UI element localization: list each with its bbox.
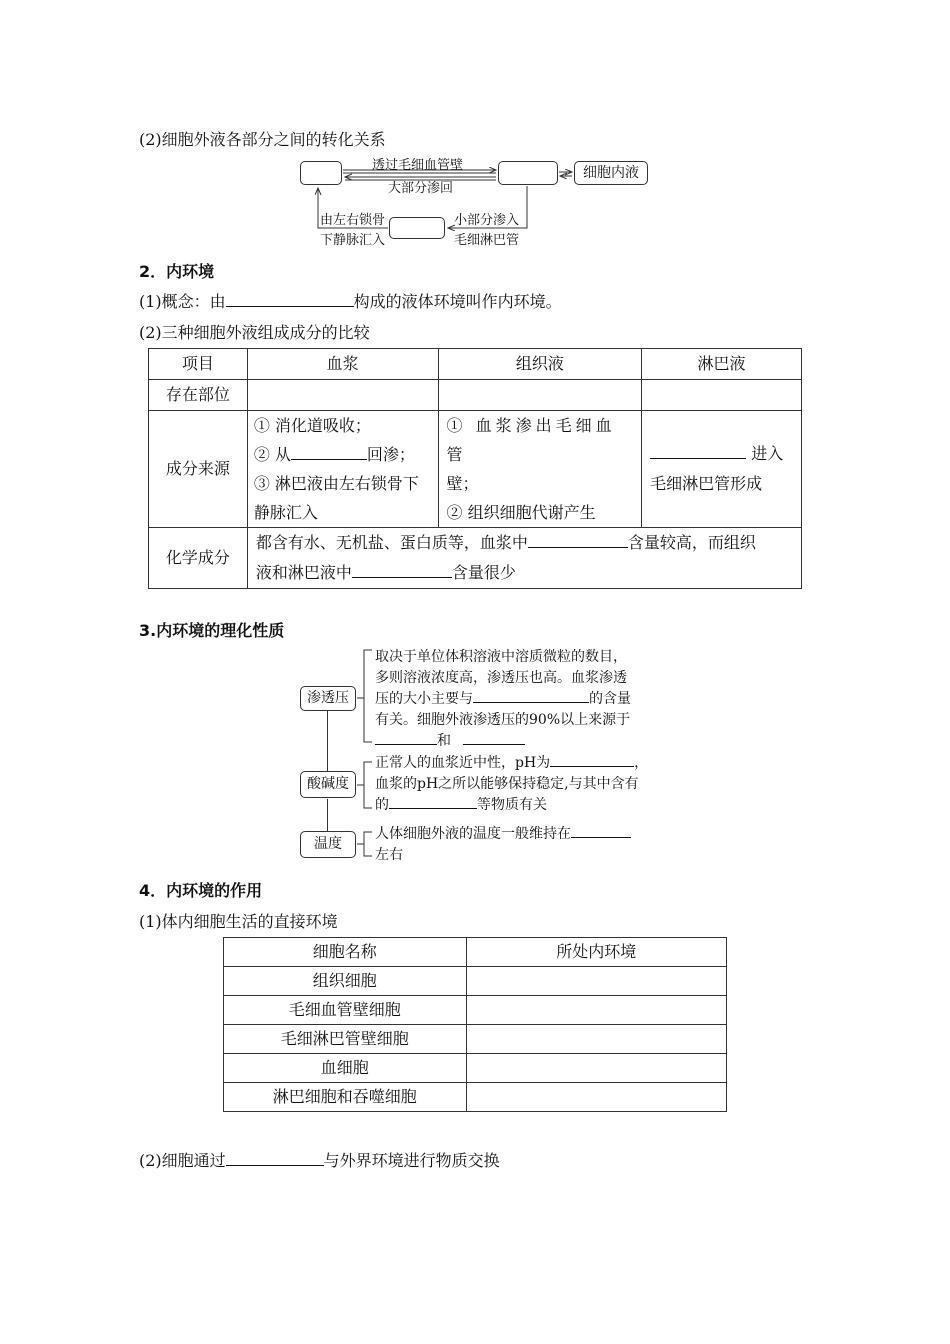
osmotic-text xyxy=(375,647,631,752)
plasma-source-2b: 回渗； xyxy=(366,445,415,464)
box-intracellular: 细胞内液 xyxy=(574,161,648,185)
ph-line-3 xyxy=(375,795,648,816)
exchange-blank xyxy=(226,1150,324,1166)
exchange-prefix: (2)细胞通过 xyxy=(139,1151,226,1170)
row-source-label: 成分来源 xyxy=(149,411,248,528)
cell-blank xyxy=(466,1025,726,1054)
osmotic-label: 渗透压 xyxy=(300,686,356,711)
concept-prefix: (1)概念：由 xyxy=(139,292,226,311)
table-row xyxy=(224,938,727,967)
temp-line-1 xyxy=(375,824,631,845)
cell-environment-table xyxy=(223,937,727,1112)
chem-2a: 液和淋巴液中 xyxy=(255,563,352,582)
section-2-title: 2．内环境 xyxy=(139,262,215,281)
row-chem-label: 化学成分 xyxy=(149,528,248,589)
cell-blank xyxy=(466,996,726,1025)
chem-2b: 含量很少 xyxy=(451,563,516,582)
exchange-suffix: 与外界环境进行物质交换 xyxy=(323,1151,500,1170)
table-row xyxy=(224,996,727,1025)
header-item: 项目 xyxy=(149,349,248,380)
header-lymph: 淋巴液 xyxy=(642,349,802,380)
plasma-source-3: ③ 淋巴液由左右锁骨下 xyxy=(253,474,419,493)
subheading-direct-env: (1)体内细胞生活的直接环境 xyxy=(139,912,338,931)
ph-3a: 的 xyxy=(375,797,389,813)
temperature-text xyxy=(375,824,631,866)
osmotic-blank-3 xyxy=(463,731,525,745)
header-plasma: 血浆 xyxy=(247,349,438,380)
osmotic-blank-2 xyxy=(375,731,437,745)
plasma-source-1: ① 消化道吸收； xyxy=(253,416,371,435)
cell-name: 毛细血管壁细胞 xyxy=(224,996,467,1025)
cell-blank xyxy=(466,1083,726,1112)
row-location-label: 存在部位 xyxy=(149,380,248,411)
label-capillary-wall: 透过毛细血管壁 xyxy=(372,158,464,173)
ph-line-1 xyxy=(375,753,648,774)
ph-label: 酸碱度 xyxy=(300,771,356,798)
lymph-source-1-text: 进入 xyxy=(751,444,784,463)
cell-name: 血细胞 xyxy=(224,1054,467,1083)
temperature-label: 温度 xyxy=(300,831,356,858)
osmotic-3b: 的含量 xyxy=(589,691,631,707)
cell-blank xyxy=(466,967,726,996)
chem-1a: 都含有水、无机盐、蛋白质等，血浆中 xyxy=(255,533,528,552)
label-left-1: 由左右锁骨 xyxy=(320,213,386,228)
label-most-back: 大部分渗回 xyxy=(388,181,454,196)
table-row xyxy=(224,967,727,996)
label-right-1: 小部分渗入 xyxy=(454,213,520,228)
temp-1: 人体细胞外液的温度一般维持在 xyxy=(375,826,571,842)
temp-blank xyxy=(571,824,631,838)
ph-1b: ， xyxy=(634,755,649,771)
osmotic-line-3 xyxy=(375,689,631,710)
chem-1b: 含量较高，而组织 xyxy=(627,533,756,552)
cell-name: 淋巴细胞和吞噬细胞 xyxy=(224,1083,467,1112)
exchange-line xyxy=(139,1148,500,1171)
table-row xyxy=(224,1025,727,1054)
subheading-compare: (2)三种细胞外液组成成分的比较 xyxy=(139,323,370,342)
header-environment: 所处内环境 xyxy=(466,938,726,967)
ph-blank-1 xyxy=(550,753,634,767)
concept-suffix: 构成的液体环境叫作内环境。 xyxy=(353,292,562,311)
ph-text xyxy=(375,753,648,816)
osmotic-line-2: 多则溶液浓度高，渗透压也高。血浆渗透 xyxy=(375,670,627,686)
osmotic-line-4: 有关。细胞外液渗透压的90%以上来源于 xyxy=(375,712,631,728)
ph-1a: 正常人的血浆近中性，pH为 xyxy=(375,755,551,771)
plasma-source-2a: ② 从 xyxy=(253,445,291,464)
label-right-2: 毛细淋巴管 xyxy=(454,233,520,248)
osmotic-3a: 压的大小主要与 xyxy=(375,691,473,707)
header-tissue-fluid: 组织液 xyxy=(438,349,642,380)
header-cell-name: 细胞名称 xyxy=(224,938,467,967)
cell-name: 组织细胞 xyxy=(224,967,467,996)
ph-line-2: 血浆的pH之所以能够保持稳定,与其中含有 xyxy=(375,776,639,792)
ph-3b: 等物质有关 xyxy=(477,797,547,813)
cell-blank xyxy=(466,1054,726,1083)
cell-name: 毛细淋巴管壁细胞 xyxy=(224,1025,467,1054)
table-row xyxy=(224,1083,727,1112)
lymph-source-2: 毛细淋巴管形成 xyxy=(650,474,763,493)
osmotic-line-1: 取决于单位体积溶液中溶质微粒的数目， xyxy=(375,649,627,665)
osmotic-blank-1 xyxy=(473,689,589,703)
ph-blank-2 xyxy=(389,795,477,809)
plasma-source-4: 静脉汇入 xyxy=(253,503,318,522)
temp-line-2: 左右 xyxy=(375,847,403,863)
section-4-title: 4．内环境的作用 xyxy=(139,881,263,900)
tissue-source-3: ② 组织细胞代谢产生 xyxy=(446,503,596,522)
table-row xyxy=(224,1054,727,1083)
osmotic-5: 和 xyxy=(437,733,451,749)
osmotic-line-5 xyxy=(375,731,631,752)
subheading-conversion: (2)细胞外液各部分之间的转化关系 xyxy=(139,130,386,149)
label-left-2: 下静脉汇入 xyxy=(320,233,386,248)
tissue-source-1: ① 血浆渗出毛细血管 xyxy=(446,416,616,464)
section-3-title: 3.内环境的理化性质 xyxy=(139,621,285,640)
tissue-source-2: 壁； xyxy=(446,474,479,493)
